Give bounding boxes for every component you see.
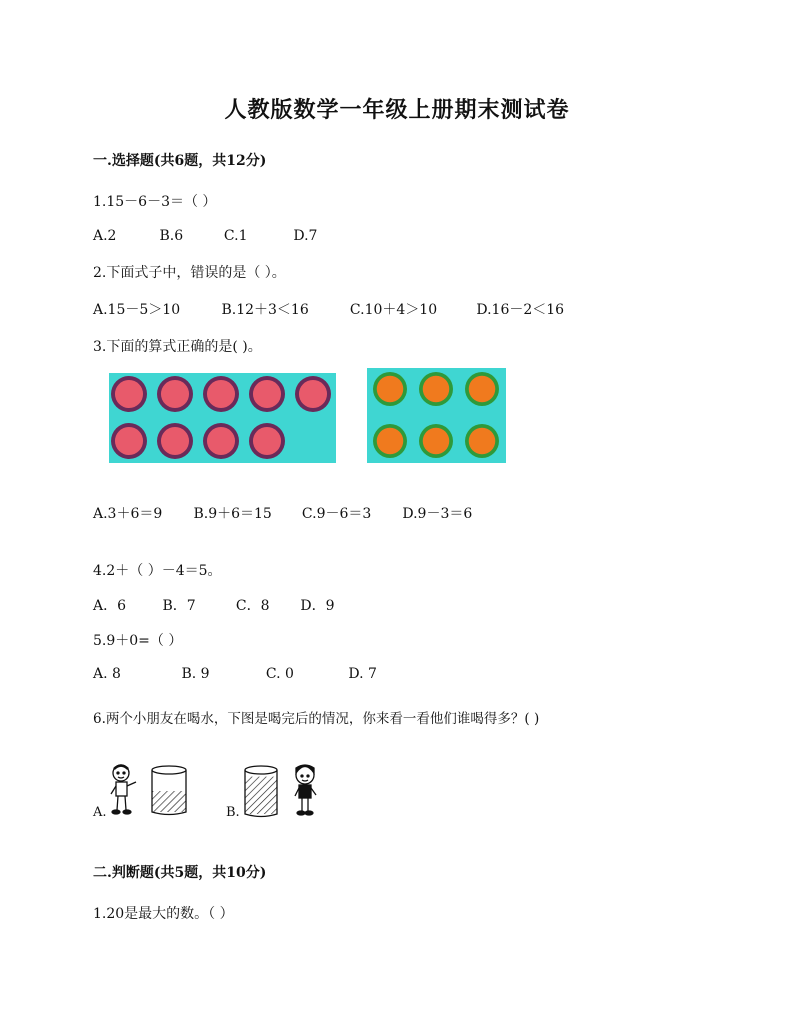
red-counter-dot	[295, 376, 331, 412]
question-2-options	[93, 299, 564, 319]
green-counter-dot	[373, 372, 407, 406]
red-counter-dot	[157, 423, 193, 459]
option: A.2	[93, 228, 117, 244]
option: D．9	[300, 598, 335, 614]
option: B.12＋3＜16	[221, 302, 309, 318]
option: C.9－6＝3	[301, 506, 372, 522]
question-6: 6.两个小朋友在喝水，下图是喝完后的情况，你来看一看他们谁喝得多？( )	[93, 711, 540, 727]
red-counter-dot	[157, 376, 193, 412]
red-counter-dot	[111, 376, 147, 412]
option: A.15－5＞10	[93, 302, 181, 318]
green-counter-dot	[373, 424, 407, 458]
picture-option-a	[106, 760, 191, 818]
picture-option-a-label: A.	[93, 805, 107, 820]
question-1-options	[93, 228, 317, 244]
option: B. 9	[181, 666, 210, 682]
question-2: 2.下面式子中，错误的是（ ）。	[93, 265, 286, 281]
child-with-cup-a-graphic	[106, 760, 191, 818]
red-dots-image	[109, 373, 336, 463]
cup-icon	[245, 766, 277, 817]
red-counter-dot	[249, 423, 285, 459]
question-3-options	[93, 503, 472, 523]
question-1: 1.15－6－3＝（ ）	[93, 194, 217, 210]
picture-option-b	[240, 760, 335, 818]
green-counter-dot	[419, 372, 453, 406]
option: C.10＋4＞10	[349, 302, 438, 318]
option: C. 0	[265, 666, 294, 682]
option: A. 8	[93, 666, 121, 682]
section-heading-choice: 一.选择题(共6题，共12分)	[93, 153, 267, 169]
cup-icon	[152, 766, 186, 815]
green-counter-dot	[465, 424, 499, 458]
green-dots-image	[367, 368, 506, 463]
option: D.16－2＜16	[476, 302, 565, 318]
child-with-cup-b-graphic	[240, 760, 335, 818]
option: D. 7	[348, 666, 377, 682]
green-counter-dot	[465, 372, 499, 406]
judgement-1: 1.20是最大的数。（ ）	[93, 906, 234, 922]
red-counter-dot	[203, 376, 239, 412]
green-dots-graphic	[367, 368, 506, 463]
option: D.7	[293, 228, 318, 244]
section-heading-judgement: 二.判断题(共5题，共10分)	[93, 865, 267, 881]
option: B.9＋6＝15	[193, 506, 272, 522]
red-counter-dot	[111, 423, 147, 459]
option: B．7	[162, 598, 196, 614]
option: C．8	[235, 598, 270, 614]
red-counter-dot	[203, 423, 239, 459]
child-icon	[111, 765, 136, 814]
red-counter-dot	[249, 376, 285, 412]
option: C.1	[223, 228, 248, 244]
question-5-options	[93, 666, 377, 682]
option: B.6	[159, 228, 184, 244]
green-counter-dot	[419, 424, 453, 458]
red-dots-graphic	[109, 373, 336, 463]
question-4: 4.2＋（ ）－4＝5。	[93, 563, 222, 579]
picture-option-b-label: B.	[226, 805, 240, 820]
option: A.3＋6＝9	[93, 506, 163, 522]
question-3: 3.下面的算式正确的是( )。	[93, 339, 262, 355]
question-5: 5.9＋0=（ ）	[93, 633, 183, 649]
option: D.9－3＝6	[402, 506, 473, 522]
option: A．6	[93, 598, 127, 614]
question-4-options	[93, 595, 335, 615]
page-title: 人教版数学一年级上册期末测试卷	[224, 97, 570, 123]
child-icon	[295, 765, 316, 815]
